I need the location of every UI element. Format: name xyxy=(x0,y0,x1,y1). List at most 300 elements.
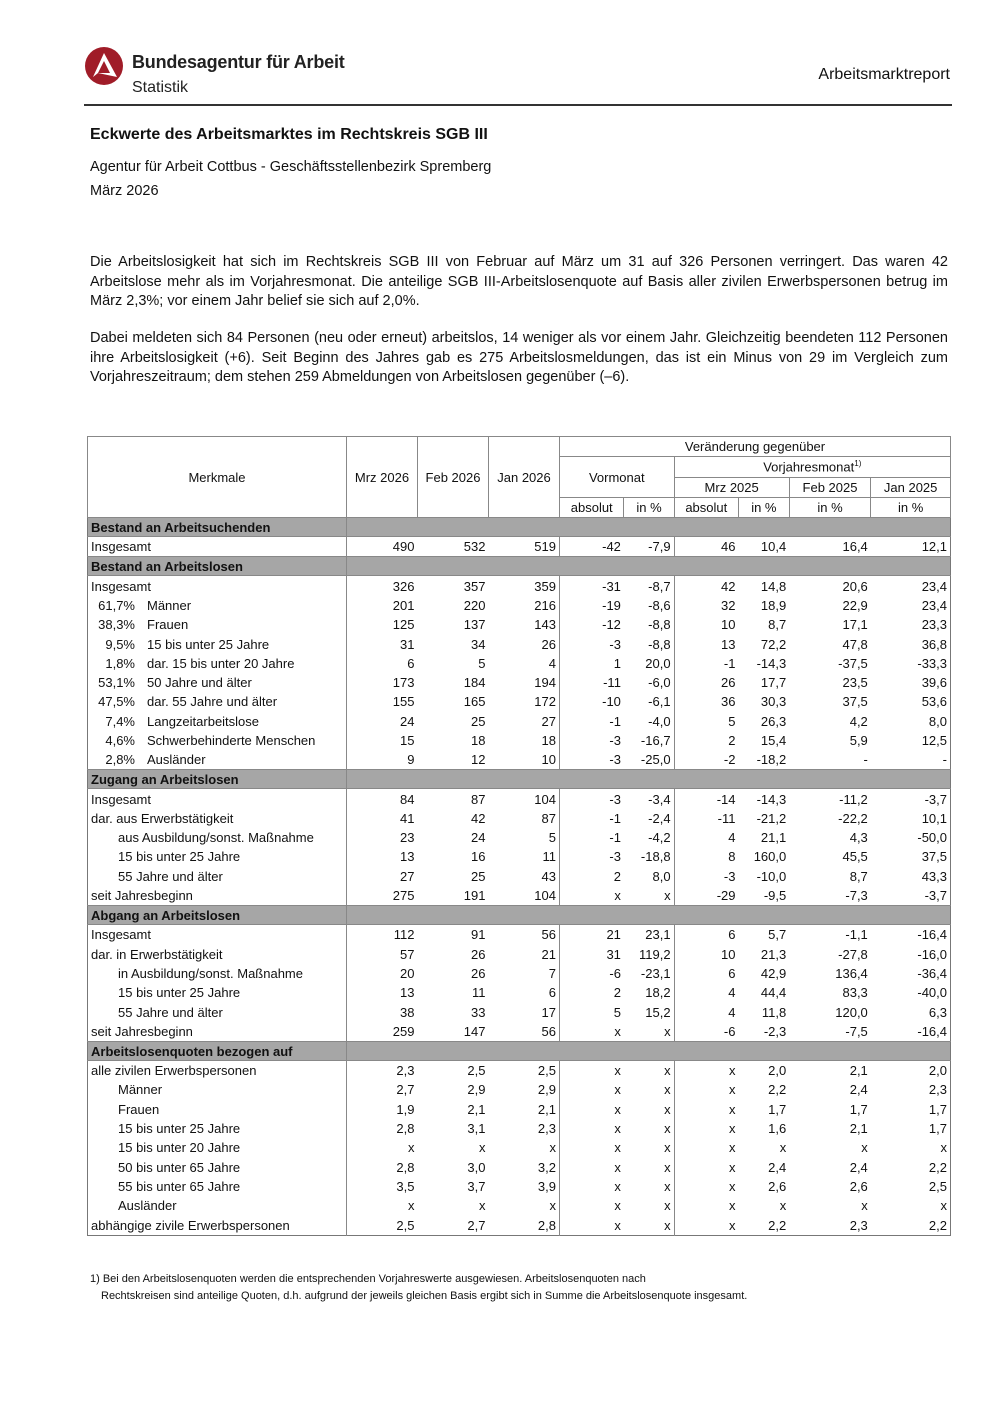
row-value: 26,3 xyxy=(760,713,787,729)
row-value: 2,7 xyxy=(467,1217,486,1233)
row-value: 30,3 xyxy=(760,694,787,710)
row-value: 3,2 xyxy=(537,1159,556,1175)
row-value: 3,5 xyxy=(396,1178,415,1194)
row-label-cell xyxy=(88,828,347,847)
row-value: 41 xyxy=(400,810,415,826)
row-value: -9,5 xyxy=(763,888,787,904)
row-value: -4,0 xyxy=(648,713,671,729)
row-value: 137 xyxy=(463,617,486,633)
row-value: -3 xyxy=(560,634,624,653)
table-row xyxy=(88,1215,951,1235)
table-row xyxy=(88,750,951,770)
row-label: dar. aus Erwerbstätigkeit xyxy=(91,810,234,826)
report-label: Arbeitsmarktreport xyxy=(818,66,950,83)
row-value: -4,2 xyxy=(648,830,671,846)
table-row xyxy=(88,847,951,866)
row-value: 4,3 xyxy=(849,830,868,846)
row-value: 147 xyxy=(463,1023,486,1039)
row-value: 194 xyxy=(534,675,556,691)
row-value: -3 xyxy=(560,750,624,770)
row-value: x xyxy=(408,1198,415,1214)
table-row xyxy=(88,654,951,673)
row-value: x xyxy=(779,1198,787,1214)
row-value: x xyxy=(664,1217,671,1233)
row-label-cell xyxy=(88,964,347,983)
row-value: 1,7 xyxy=(928,1101,947,1117)
row-value: 3,0 xyxy=(467,1159,486,1175)
table-row xyxy=(88,1196,951,1215)
row-value: 4 xyxy=(674,1002,738,1021)
row-value: -50,0 xyxy=(917,830,947,846)
row-value: 2,1 xyxy=(849,1121,868,1137)
row-value: 13 xyxy=(674,634,738,653)
table-row xyxy=(88,692,951,711)
row-share: 9,5% xyxy=(105,636,135,652)
row-label: Frauen xyxy=(147,617,189,633)
row-label-cell xyxy=(88,1002,347,1021)
row-value: 57 xyxy=(400,946,415,962)
row-value: 2 xyxy=(560,867,624,886)
row-label: 50 Jahre und älter xyxy=(147,675,252,691)
section-title: Zugang an Arbeitslosen xyxy=(88,770,347,789)
header-vorjahresmonat xyxy=(674,457,950,477)
table-body xyxy=(88,518,951,1236)
row-value: 43,3 xyxy=(921,868,947,884)
row-label-cell xyxy=(88,596,347,615)
row-value: 2,8 xyxy=(396,1121,415,1137)
table-row xyxy=(88,712,951,731)
row-value: 42 xyxy=(471,810,486,826)
row-value: 2,3 xyxy=(928,1082,947,1098)
row-value: 532 xyxy=(463,539,486,555)
row-label: Langzeitarbeitslose xyxy=(147,713,260,729)
table-row xyxy=(88,634,951,653)
row-value: 2,5 xyxy=(396,1217,415,1233)
row-value: 5 xyxy=(548,830,556,846)
row-value: 2,2 xyxy=(768,1082,787,1098)
row-value: 17 xyxy=(541,1004,556,1020)
row-value: 20,0 xyxy=(645,655,671,671)
row-value: x xyxy=(664,1198,671,1214)
row-value: 4 xyxy=(548,655,556,671)
row-value: 91 xyxy=(471,927,486,943)
org-name: Bundesagentur für Arbeit xyxy=(132,52,345,72)
row-value: x xyxy=(560,1177,624,1196)
row-label: in Ausbildung/sonst. Maßnahme xyxy=(118,965,303,981)
row-label-cell xyxy=(88,615,347,634)
row-value: 23,4 xyxy=(921,597,947,613)
row-value: 23 xyxy=(400,830,415,846)
row-label-cell xyxy=(88,1138,347,1157)
row-label: Männer xyxy=(118,1082,163,1098)
row-value: 2,5 xyxy=(537,1063,556,1079)
row-value: 2,6 xyxy=(768,1178,787,1194)
section-header-row xyxy=(88,906,951,925)
row-value: 8,0 xyxy=(928,713,947,729)
row-value: 17,1 xyxy=(842,617,868,633)
row-value: 26 xyxy=(471,946,486,962)
row-label-cell xyxy=(88,1215,347,1235)
row-value: -8,8 xyxy=(648,636,671,652)
row-value: 26 xyxy=(674,673,738,692)
row-label-cell xyxy=(88,809,347,828)
row-value: -23,1 xyxy=(640,965,671,981)
row-label: aus Ausbildung/sonst. Maßnahme xyxy=(118,830,314,846)
row-value: x xyxy=(674,1080,738,1099)
row-value: x xyxy=(674,1061,738,1081)
table-row xyxy=(88,964,951,983)
row-share: 61,7% xyxy=(98,597,135,613)
row-value: -18,8 xyxy=(640,849,671,865)
row-value: -6 xyxy=(560,964,624,983)
table-row xyxy=(88,596,951,615)
row-value: x xyxy=(560,1215,624,1235)
row-label: 55 Jahre und älter xyxy=(118,1004,223,1020)
footnote-line-2: Rechtskreisen sind anteilige Quoten, d.h. aufgrund der jeweils gleichen Basis ergibt sich in Summe die Arbeitslosenquote insgesamt. xyxy=(101,1290,748,1302)
row-label: seit Jahresbeginn xyxy=(91,888,193,904)
org-subtitle: Statistik xyxy=(132,79,189,96)
row-value: 3,7 xyxy=(467,1178,486,1194)
row-value: -16,4 xyxy=(917,1023,947,1039)
row-value: x xyxy=(940,1140,947,1156)
row-value: 34 xyxy=(471,636,486,652)
row-value: x xyxy=(664,1140,671,1156)
row-value: -8,7 xyxy=(648,578,671,594)
row-value: 37,5 xyxy=(842,694,868,710)
row-value: 87 xyxy=(471,791,486,807)
table-row xyxy=(88,1080,951,1099)
row-label: 55 Jahre und älter xyxy=(118,868,223,884)
row-value: 160,0 xyxy=(753,849,787,865)
row-value: 12 xyxy=(471,752,486,768)
row-value: 2,5 xyxy=(928,1178,947,1194)
row-value: x xyxy=(560,1022,624,1042)
row-value: 72,2 xyxy=(760,636,787,652)
row-value: x xyxy=(674,1177,738,1196)
header-vm-pct: in % xyxy=(624,497,674,517)
row-value: -3,7 xyxy=(924,791,947,807)
table-row xyxy=(88,1022,951,1042)
row-value: x xyxy=(664,1159,671,1175)
table-row xyxy=(88,983,951,1002)
row-label: 15 bis unter 25 Jahre xyxy=(118,849,241,865)
row-label-cell xyxy=(88,750,347,770)
row-value: 155 xyxy=(392,694,415,710)
row-value: -8,6 xyxy=(648,597,671,613)
row-value: x xyxy=(560,1080,624,1099)
row-value: x xyxy=(674,1100,738,1119)
row-value: 1,6 xyxy=(768,1121,787,1137)
page-header xyxy=(84,42,952,106)
row-value: 9 xyxy=(407,752,415,768)
row-value: 10 xyxy=(674,615,738,634)
row-label: 15 bis unter 25 Jahre xyxy=(147,636,270,652)
row-value: 6 xyxy=(548,985,556,1001)
row-value: 27 xyxy=(400,868,415,884)
row-value: 16,4 xyxy=(842,539,868,555)
row-value: 3,9 xyxy=(537,1178,556,1194)
ba-logo-icon xyxy=(84,46,124,86)
vorjahresmonat-label: Vorjahresmonat xyxy=(763,459,855,475)
document-title: Eckwerte des Arbeitsmarktes im Rechtskreis SGB III xyxy=(90,126,488,143)
row-share: 47,5% xyxy=(98,694,135,710)
section-header-row xyxy=(88,557,951,576)
row-value: -1 xyxy=(560,828,624,847)
row-value: 38 xyxy=(400,1004,415,1020)
row-value: 120,0 xyxy=(835,1004,868,1020)
row-value: 1,9 xyxy=(396,1101,415,1117)
row-label-cell xyxy=(88,1061,347,1081)
row-value: 8,7 xyxy=(768,617,787,633)
row-value: 11,8 xyxy=(761,1004,787,1020)
row-value: 165 xyxy=(463,694,486,710)
row-label: Männer xyxy=(147,597,192,613)
row-value: -3,4 xyxy=(648,791,671,807)
row-value: 10,4 xyxy=(760,539,787,555)
row-value: x xyxy=(674,1138,738,1157)
row-value: -36,4 xyxy=(917,965,947,981)
row-label: Frauen xyxy=(118,1101,160,1117)
row-value: 15 xyxy=(400,733,415,748)
table-row xyxy=(88,945,951,964)
header-merkmale: Merkmale xyxy=(88,437,347,518)
row-value: -1,1 xyxy=(845,927,868,943)
row-label: abhängige zivile Erwerbspersonen xyxy=(91,1217,290,1233)
header-mrz2026: Mrz 2026 xyxy=(347,437,418,518)
row-label: 15 bis unter 25 Jahre xyxy=(118,1121,241,1137)
row-value: -3,7 xyxy=(924,888,947,904)
header-feb2025-pct: in % xyxy=(789,497,871,517)
table-row xyxy=(88,1158,951,1177)
row-value: 1,7 xyxy=(849,1101,868,1117)
summary-paragraph-2: Dabei meldeten sich 84 Personen (neu oder erneut) arbeitslos, 14 weniger als vor einem Jahr. Gleichzeitig beendeten 112 Personen ihre Arbeitslosigkeit (+6). Seit Beginn des Jahres gab es 275 Arbeitslosmeldungen, das ist ein Minus von 29 im Vergleich zum Vorjahreszeitraum; dem stehen 259 Abmeldungen von Arbeitslosen gegenüber (–6). xyxy=(90,330,948,385)
row-value: 5 xyxy=(560,1002,624,1021)
row-label: dar. in Erwerbstätigkeit xyxy=(91,946,223,962)
row-value: x xyxy=(664,1082,671,1098)
row-value: 2,9 xyxy=(537,1082,556,1098)
row-value: 12,1 xyxy=(921,539,947,555)
row-value: 53,6 xyxy=(921,694,947,710)
table-row xyxy=(88,537,951,557)
row-value: 31 xyxy=(560,945,624,964)
row-label-cell xyxy=(88,1177,347,1196)
row-value: 18 xyxy=(541,733,556,748)
row-value: 15,2 xyxy=(645,1004,671,1020)
section-title: Arbeitslosenquoten bezogen auf xyxy=(88,1042,347,1061)
row-value: 4 xyxy=(674,828,738,847)
row-value: x xyxy=(779,1140,787,1156)
row-value: -11,2 xyxy=(839,791,868,807)
row-value: 10 xyxy=(541,752,556,768)
header-veraenderung: Veränderung gegenüber xyxy=(560,437,951,457)
row-value: -16,7 xyxy=(640,733,671,748)
row-value: -22,2 xyxy=(838,810,868,826)
row-value: x xyxy=(664,888,671,904)
table-row xyxy=(88,886,951,906)
row-value: x xyxy=(408,1140,415,1156)
row-value: 2,6 xyxy=(849,1178,868,1194)
row-label: 55 bis unter 65 Jahre xyxy=(118,1178,241,1194)
row-value: -25,0 xyxy=(640,752,671,768)
row-label: seit Jahresbeginn xyxy=(91,1023,193,1039)
row-value: x xyxy=(674,1158,738,1177)
row-value: 16 xyxy=(471,849,486,865)
row-label-cell xyxy=(88,847,347,866)
row-value: x xyxy=(560,1196,624,1215)
section-fill xyxy=(347,1042,951,1061)
row-value: 184 xyxy=(463,675,486,691)
row-value: 46 xyxy=(674,537,738,557)
row-value: 45,5 xyxy=(842,849,868,865)
row-value: -10 xyxy=(560,692,624,711)
row-value: 27 xyxy=(541,713,556,729)
row-value: x xyxy=(861,1198,868,1214)
row-value: -10,0 xyxy=(756,868,787,884)
row-value: 6,3 xyxy=(928,1004,947,1020)
section-fill xyxy=(347,557,951,576)
row-value: -2 xyxy=(674,750,738,770)
footnote-marker: 1) xyxy=(854,459,862,469)
table-row xyxy=(88,1002,951,1021)
row-value: -37,5 xyxy=(838,655,868,671)
row-value: 326 xyxy=(392,578,415,594)
row-value: 119,2 xyxy=(638,946,671,962)
row-value: 10,1 xyxy=(921,810,947,826)
row-value: 172 xyxy=(534,694,556,710)
row-value: 1,7 xyxy=(768,1101,787,1117)
row-value: 24 xyxy=(400,713,415,729)
header-vj-pct: in % xyxy=(738,497,789,517)
row-value: x xyxy=(549,1140,556,1156)
header-vormonat: Vormonat xyxy=(560,457,675,498)
row-value: 519 xyxy=(534,539,556,555)
row-label: Insgesamt xyxy=(91,578,151,594)
row-label: 15 bis unter 25 Jahre xyxy=(118,985,241,1001)
row-share: 38,3% xyxy=(98,617,135,633)
row-value: x xyxy=(664,1063,671,1079)
row-value: x xyxy=(674,1119,738,1138)
section-fill xyxy=(347,906,951,925)
row-value: 2,8 xyxy=(396,1159,415,1175)
row-value: -3 xyxy=(674,867,738,886)
row-value: - xyxy=(863,752,868,768)
row-value: 22,9 xyxy=(842,597,868,613)
row-value: 14,8 xyxy=(760,578,787,594)
row-label: alle zivilen Erwerbspersonen xyxy=(91,1063,257,1079)
row-value: 37,5 xyxy=(921,849,947,865)
row-value: 25 xyxy=(471,868,486,884)
row-value: x xyxy=(479,1198,486,1214)
row-value: -1 xyxy=(560,712,624,731)
row-value: 21,3 xyxy=(760,946,787,962)
row-value: 25 xyxy=(471,713,486,729)
table-row xyxy=(88,673,951,692)
row-value: 2,3 xyxy=(849,1217,868,1233)
row-label-cell xyxy=(88,576,347,596)
row-value: 2,1 xyxy=(537,1101,556,1117)
header-vj-absolut: absolut xyxy=(674,497,738,517)
row-label-cell xyxy=(88,1196,347,1215)
header-vm-absolut: absolut xyxy=(560,497,624,517)
row-label-cell xyxy=(88,886,347,906)
row-label: Ausländer xyxy=(147,752,206,768)
row-value: -14,3 xyxy=(756,791,787,807)
row-label-cell xyxy=(88,1022,347,1042)
row-value: 26 xyxy=(471,965,486,981)
row-value: 12,5 xyxy=(921,733,947,748)
row-label-cell xyxy=(88,537,347,557)
row-value: -27,8 xyxy=(838,946,868,962)
row-value: 83,3 xyxy=(842,985,868,1001)
row-value: 5,7 xyxy=(768,927,787,943)
row-value: 32 xyxy=(674,596,738,615)
row-value: 36,8 xyxy=(921,636,947,652)
header-feb2026: Feb 2026 xyxy=(418,437,489,518)
row-value: 33 xyxy=(471,1004,486,1020)
row-value: 173 xyxy=(392,675,415,691)
row-value: 3,1 xyxy=(467,1121,486,1137)
row-value: x xyxy=(560,1119,624,1138)
row-label-cell xyxy=(88,692,347,711)
agency-name: Agentur für Arbeit Cottbus - Geschäftsstellenbezirk Spremberg xyxy=(90,159,492,175)
row-value: -8,8 xyxy=(648,617,671,633)
row-value: 13 xyxy=(400,849,415,865)
row-value: -11 xyxy=(674,809,738,828)
row-value: 2,2 xyxy=(928,1159,947,1175)
row-value: 2,4 xyxy=(849,1082,868,1098)
row-label: dar. 55 Jahre und älter xyxy=(147,694,278,710)
row-value: 23,1 xyxy=(645,927,671,943)
row-value: 21 xyxy=(541,946,556,962)
row-value: 44,4 xyxy=(760,985,787,1001)
row-value: 2 xyxy=(674,731,738,750)
row-value: x xyxy=(664,1121,671,1137)
row-value: -3 xyxy=(560,847,624,866)
row-value: x xyxy=(674,1215,738,1235)
row-value: -40,0 xyxy=(917,985,947,1001)
row-value: x xyxy=(664,1023,671,1039)
row-value: 2,5 xyxy=(467,1063,486,1079)
row-value: -11 xyxy=(560,673,624,692)
row-value: 84 xyxy=(400,791,415,807)
row-label-cell xyxy=(88,945,347,964)
row-value: x xyxy=(560,1138,624,1157)
row-label: Insgesamt xyxy=(91,539,151,555)
row-value: 43 xyxy=(541,868,556,884)
row-value: 13 xyxy=(400,985,415,1001)
row-label-cell xyxy=(88,925,347,945)
row-value: 1,7 xyxy=(928,1121,947,1137)
row-value: x xyxy=(479,1140,486,1156)
row-value: -7,9 xyxy=(648,539,671,555)
row-value: 2,4 xyxy=(849,1159,868,1175)
row-value: -16,0 xyxy=(917,946,947,962)
row-value: 23,4 xyxy=(921,578,947,594)
row-value: -2,4 xyxy=(648,810,671,826)
row-value: 359 xyxy=(534,578,556,594)
table-row xyxy=(88,615,951,634)
summary-paragraph-1: Die Arbeitslosigkeit hat sich im Rechtskreis SGB III von Februar auf März um 31 auf 326 Personen verringert. Das waren 42 Arbeitslose mehr als im Vorjahresmonat. Die anteilige SGB III-Arbeitslosenquote auf Basis aller zivilen Erwerbspersonen betrug im März 2,3%; vor einem Jahr belief sie sich auf 2,0%. xyxy=(90,254,948,309)
table-row xyxy=(88,1061,951,1081)
row-share: 53,1% xyxy=(98,675,135,691)
row-value: 21 xyxy=(560,925,624,945)
row-label-cell xyxy=(88,634,347,653)
row-label-cell xyxy=(88,789,347,809)
row-value: 31 xyxy=(400,636,415,652)
header-feb2025: Feb 2025 xyxy=(789,477,871,497)
row-value: 104 xyxy=(534,791,556,807)
row-value: 136,4 xyxy=(835,965,868,981)
